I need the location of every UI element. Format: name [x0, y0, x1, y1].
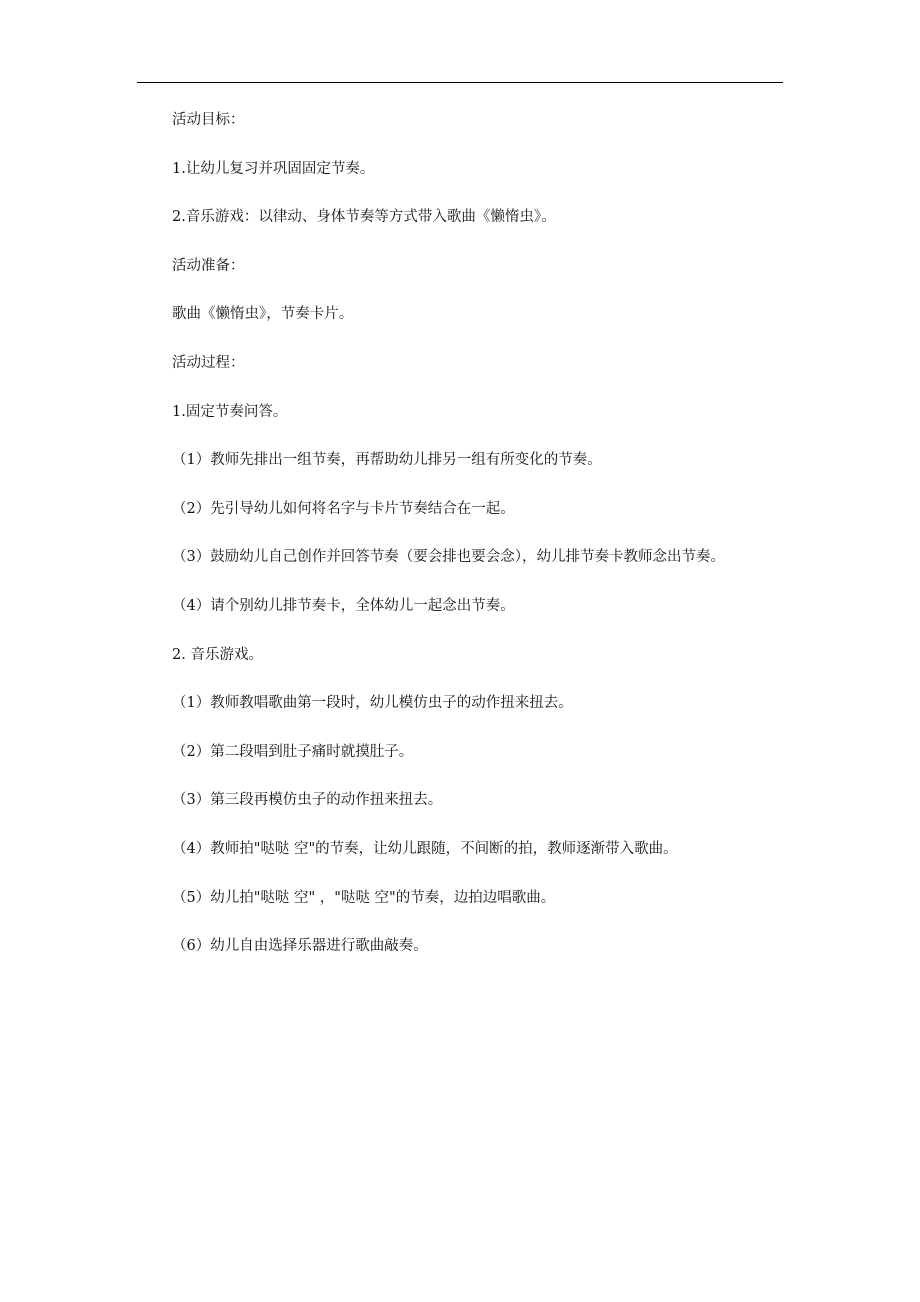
preparation-text: 歌曲《懒惰虫》，节奏卡片。	[172, 306, 354, 323]
section-heading-goals: 活动目标：	[172, 112, 245, 128]
process-step-2-item-4: （4）教师拍"哒哒 空"的节奏，让幼儿跟随，不间断的拍，教师逐渐带入歌曲。	[172, 840, 678, 857]
process-step-2-item-6: （6）幼儿自由选择乐器进行歌曲敲奏。	[172, 938, 428, 955]
section-heading-process: 活动过程：	[172, 354, 245, 371]
process-step-1-item-2: （2）先引导幼儿如何将名字与卡片节奏结合在一起。	[172, 500, 515, 517]
process-step-2-title: 2. 音乐游戏。	[172, 646, 263, 663]
header-rule	[137, 82, 783, 83]
section-heading-preparation: 活动准备：	[172, 257, 245, 274]
process-step-1-item-3: （3）鼓励幼儿自己创作并回答节奏（要会排也要会念），幼儿排节奏卡教师念出节奏。	[172, 549, 725, 566]
process-step-2-item-5: （5）幼儿拍"哒哒 空" ，"哒哒 空"的节奏，边拍边唱歌曲。	[172, 889, 556, 906]
process-step-2-item-2: （2）第二段唱到肚子痛时就摸肚子。	[172, 743, 414, 760]
process-step-1-item-4: （4）请个别幼儿排节奏卡，全体幼儿一起念出节奏。	[172, 597, 515, 614]
process-step-2-item-1: （1）教师教唱歌曲第一段时，幼儿模仿虫子的动作扭来扭去。	[172, 695, 573, 712]
process-step-2-item-3: （3）第三段再模仿虫子的动作扭来扭去。	[172, 792, 443, 809]
document-body	[172, 110, 812, 985]
process-step-1-item-1: （1）教师先排出一组节奏，再帮助幼儿排另一组有所变化的节奏。	[172, 452, 602, 469]
process-step-1-title: 1.固定节奏问答。	[172, 403, 288, 420]
goal-item-1: 1.让幼儿复习并巩固固定节奏。	[172, 160, 375, 177]
goal-item-2: 2.音乐游戏：以律动、身体节奏等方式带入歌曲《懒惰虫》。	[172, 209, 556, 226]
